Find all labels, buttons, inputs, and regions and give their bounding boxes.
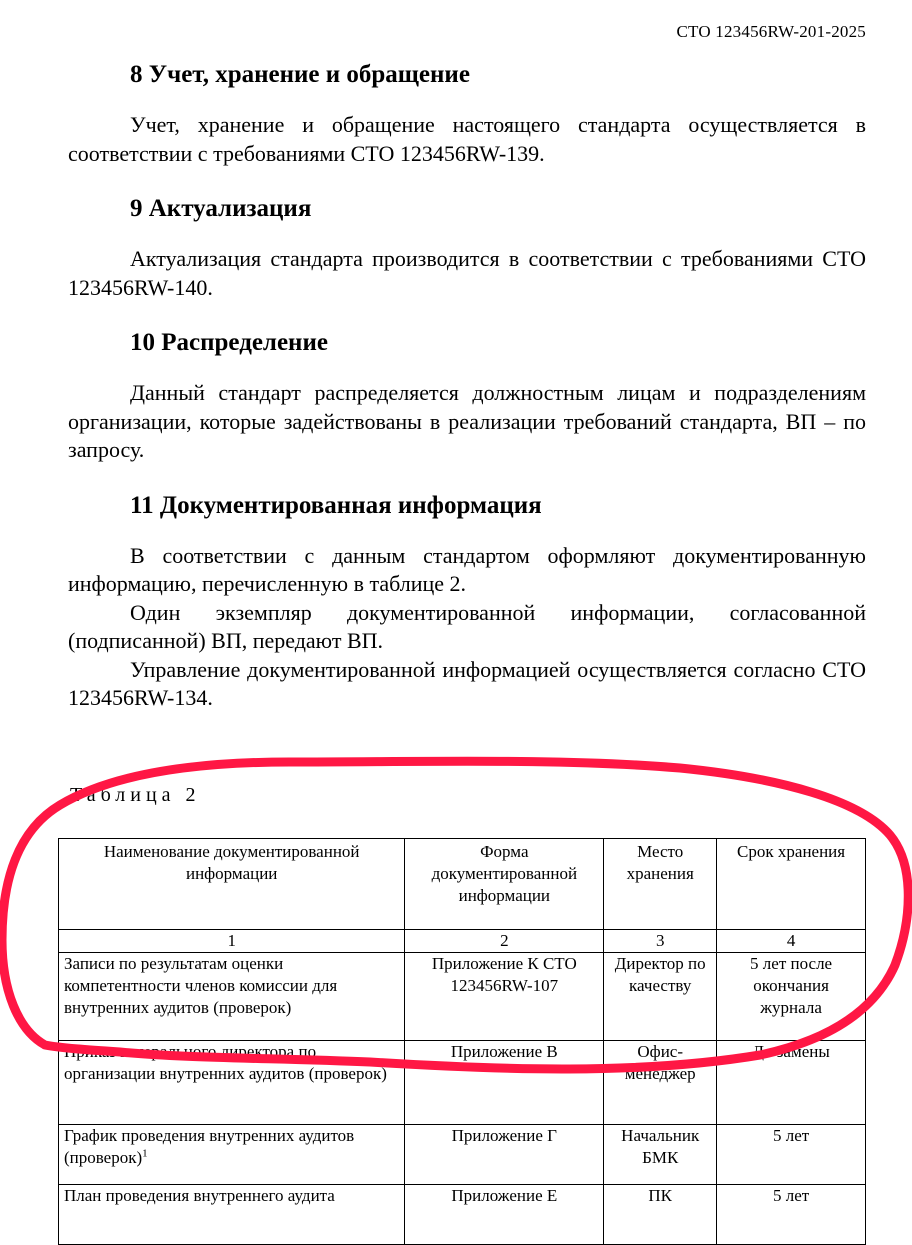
table-cell: Директор по качеству [604, 953, 717, 1041]
table-row [59, 1125, 866, 1185]
column-number: 3 [604, 930, 717, 953]
section-11 [68, 486, 866, 713]
section-10 [68, 323, 866, 465]
paragraph: Данный стандарт распределяется должностным лицам и подразделениям организации, которые задействованы в реализации требований стандарта, ВП – по запросу. [68, 380, 866, 462]
section-9 [68, 189, 866, 302]
section-heading: 10 Распределение [130, 329, 328, 356]
documented-info-table [58, 838, 866, 1245]
table-cell: Приложение Г [405, 1125, 604, 1185]
table-cell [59, 1125, 405, 1185]
paragraph: В соответствии с данным стандартом оформляют документированную информацию, перечисленную в таблице 2. [68, 542, 866, 596]
section-heading: 9 Актуализация [130, 195, 312, 222]
footnote-mark: 1 [142, 1147, 148, 1160]
header-cell: Наименование документированной информации [59, 839, 405, 930]
paragraph: Учет, хранение и обращение настоящего стандарта осуществляется в соответствии с требованиями СТО 123456RW-139. [68, 112, 866, 166]
table-row [59, 1041, 866, 1125]
table-cell: До замены [717, 1041, 866, 1125]
table-caption: Таблица 2 [70, 784, 201, 806]
paragraph: Один экземпляр документированной информации, согласованной (подписанной) ВП, передают ВП. [68, 599, 866, 653]
table-cell: Записи по результатам оценки компетентности членов комиссии для внутренних аудитов (проверок) [59, 953, 405, 1041]
header-cell: Срок хранения [717, 839, 866, 930]
section-8 [68, 55, 866, 168]
header-cell: Форма документированной информации [405, 839, 604, 930]
table-cell: Начальник БМК [604, 1125, 717, 1185]
section-heading: 11 Документированная информация [130, 491, 542, 519]
table-cell: ПК [604, 1185, 717, 1245]
header-cell: Место хранения [604, 839, 717, 930]
table-cell: 5 лет после окончания журнала [717, 953, 866, 1041]
column-number: 2 [405, 930, 604, 953]
cell-text: График проведения внутренних аудитов (проверок) [64, 1126, 355, 1167]
table-row [59, 953, 866, 1041]
document-body [68, 55, 866, 734]
table-header-row [59, 839, 866, 930]
table-row [59, 1185, 866, 1245]
paragraph: Актуализация стандарта производится в соответствии с требованиями СТО 123456RW-140. [68, 246, 866, 300]
section-heading: 8 Учет, хранение и обращение [130, 61, 470, 88]
table-cell: 5 лет [717, 1125, 866, 1185]
table-cell: План проведения внутреннего аудита [59, 1185, 405, 1245]
paragraph: Управление документированной информацией осуществляется согласно СТО 123456RW-134. [68, 656, 866, 710]
table-cell: Приложение В [405, 1041, 604, 1125]
table-cell: Офис-менеджер [604, 1041, 717, 1125]
column-number: 1 [59, 930, 405, 953]
document-code: СТО 123456RW-201-2025 [676, 22, 866, 41]
table-cell: Приказ генерального директора по организации внутренних аудитов (проверок) [59, 1041, 405, 1125]
table-cell: 5 лет [717, 1185, 866, 1245]
table-cell: Приложение К СТО 123456RW-107 [405, 953, 604, 1041]
table-cell: Приложение Е [405, 1185, 604, 1245]
column-number: 4 [717, 930, 866, 953]
column-number-row [59, 930, 866, 953]
